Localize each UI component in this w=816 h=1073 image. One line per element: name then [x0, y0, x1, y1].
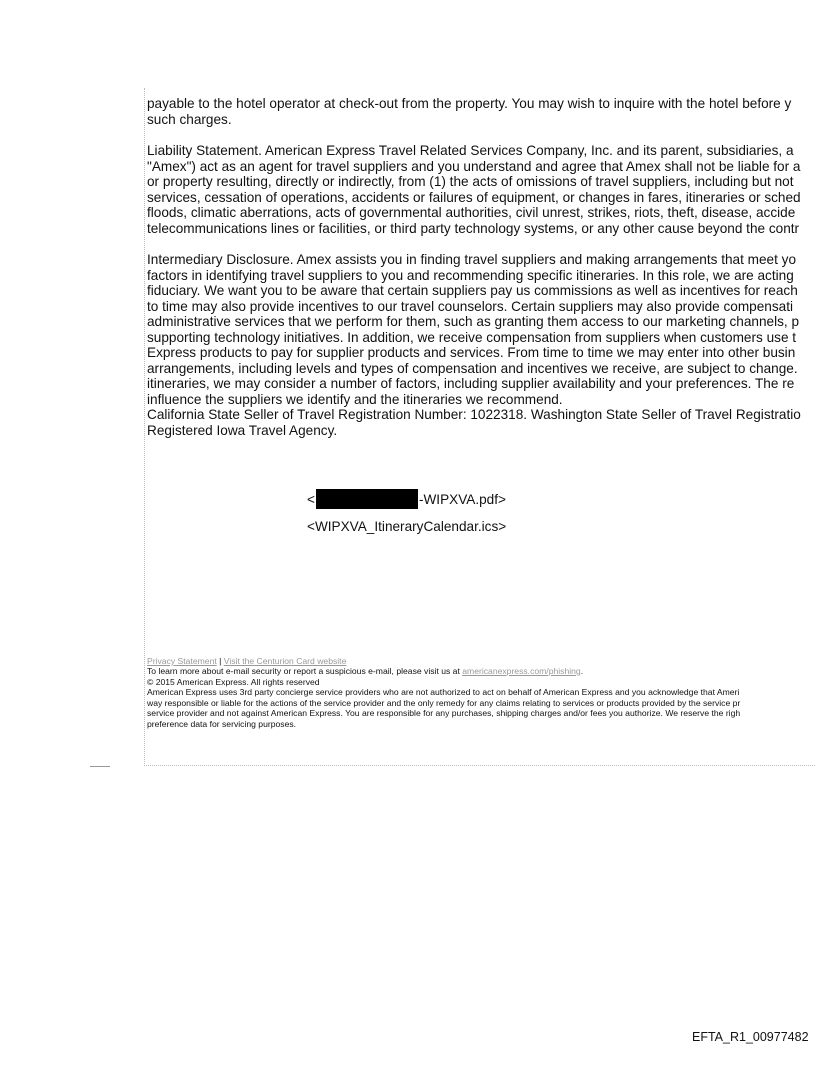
pdf-prefix: <	[307, 492, 315, 507]
phishing-link[interactable]: americanexpress.com/phishing	[462, 666, 581, 676]
document-id-stamp: EFTA_R1_00977482	[692, 1030, 809, 1044]
link-separator: |	[216, 656, 224, 666]
disclosure-line: factors in identifying travel suppliers to you and recommending specific itineraries. In this role, we are acting	[147, 268, 794, 283]
disclosure-line: itineraries, we may consider a number of factors, including supplier availability and your preferences. The re	[147, 376, 795, 391]
registration-line: Registered Iowa Travel Agency.	[147, 423, 338, 438]
disclosure-line: Intermediary Disclosure. Amex assists you in finding travel suppliers and making arrangements that meet yo	[147, 252, 797, 267]
disclaimer-line: service provider and not against American Express. You are responsible for any purchases, shipping charges and/or fees you authorize. We reserve the righ	[147, 708, 741, 718]
disclosure-line: arrangements, including levels and types of compensation and incentives we receive, are subject to change.	[147, 361, 798, 376]
paragraph-line: such charges.	[147, 112, 232, 127]
privacy-statement-link[interactable]: Privacy Statement	[147, 656, 217, 666]
liability-line: "Amex") act as an agent for travel suppliers and you understand and agree that Amex shall not be liable for a	[147, 159, 801, 174]
disclaimer-line: preference data for servicing purposes.	[147, 719, 297, 729]
disclosure-line: fiduciary. We want you to be aware that certain suppliers pay us commissions as well as incentives for reach	[147, 283, 798, 298]
liability-line: floods, climatic aberrations, acts of governmental authorities, civil unrest, strikes, riots, theft, disease, accide	[147, 205, 796, 220]
footer-links	[147, 656, 346, 667]
pdf-attachment[interactable]	[307, 489, 506, 509]
copyright: © 2015 American Express. All rights reserved	[147, 677, 320, 687]
paragraph-line: payable to the hotel operator at check-out from the property. You may wish to inquire with the hotel before y	[147, 96, 792, 111]
liability-line: services, cessation of operations, accidents or failures of equipment, or changes in fares, itineraries or sched	[147, 190, 801, 205]
liability-line: telecommunications lines or facilities, or third party technology systems, or any other cause beyond the contr	[147, 221, 800, 236]
redaction-box	[316, 489, 418, 509]
disclaimer-line: way responsible or liable for the actions of the service provider and the only remedy for any claims relating to services or products provided by the service pr	[147, 698, 741, 708]
security-notice	[147, 666, 583, 677]
security-text: To learn more about e-mail security or report a suspicious e-mail, please visit us at	[147, 666, 463, 676]
disclosure-line: to time may also provide incentives to our travel counselors. Certain suppliers may also provide compensati	[147, 299, 794, 314]
liability-line: Liability Statement. American Express Travel Related Services Company, Inc. and its parent, subsidiaries, a	[147, 143, 794, 158]
pdf-filename: -WIPXVA.pdf>	[418, 492, 506, 507]
period: .	[580, 666, 584, 676]
ics-attachment[interactable]: <WIPXVA_ItineraryCalendar.ics>	[307, 519, 507, 534]
liability-line: or property resulting, directly or indirectly, from (1) the acts of omissions of travel suppliers, including but not	[147, 174, 794, 189]
registration-line: California State Seller of Travel Registration Number: 1022318. Washington State Seller of Travel Registratio	[147, 407, 801, 422]
disclosure-line: administrative services that we perform for them, such as granting them access to our marketing channels, p	[147, 314, 800, 329]
centurion-website-link[interactable]: Visit the Centurion Card website	[223, 656, 347, 666]
disclaimer-line: American Express uses 3rd party concierge service providers who are not authorized to act on behalf of American Express and you acknowledge that Ameri	[147, 687, 740, 697]
disclosure-line: influence the suppliers we identify and the itineraries we recommend.	[147, 392, 563, 407]
page-mark	[90, 766, 110, 767]
disclosure-line: Express products to pay for supplier products and services. From time to time we may enter into other busin	[147, 345, 796, 360]
disclosure-line: supporting technology initiatives. In addition, we receive compensation from suppliers when customers use t	[147, 330, 797, 345]
